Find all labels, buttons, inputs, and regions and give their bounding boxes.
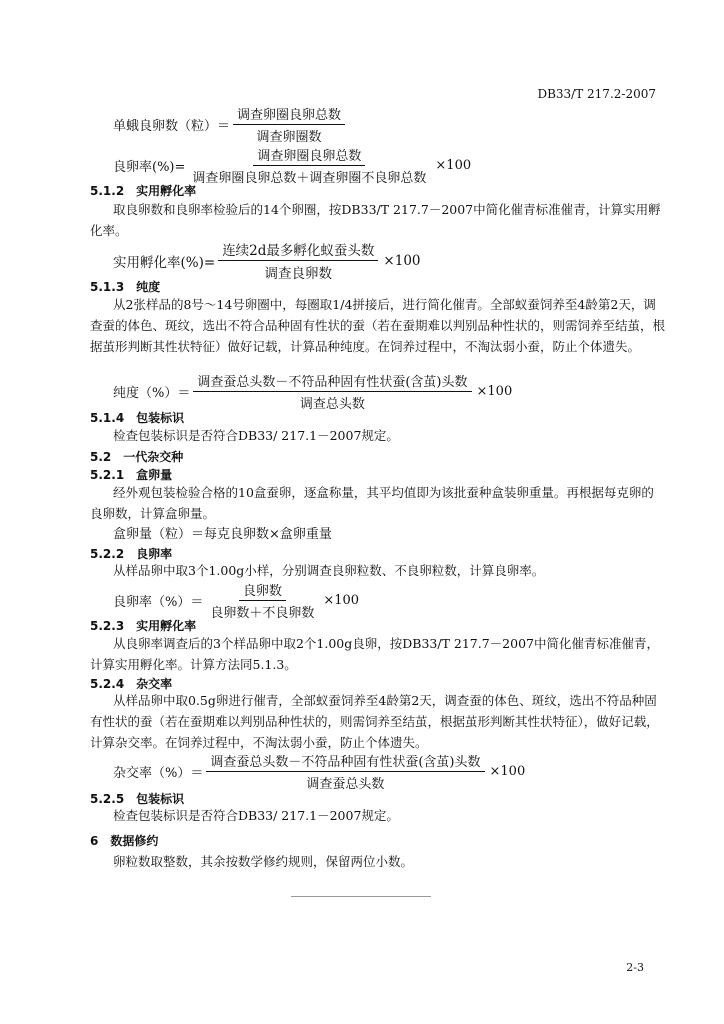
fraction — [206, 751, 484, 792]
section-heading-5-1-3: 5.1.3 纯度 — [90, 280, 161, 294]
numerator: 连续2d最多孵化蚁蚕头数 — [218, 239, 378, 261]
section-text-5-2-1: 经外观包装检验合格的10盒蚕卵，逐盒称量，其平均值即为该批蚕种盒装卵重量。再根据每克卵的良卵数，计算盒卵量。 — [90, 485, 654, 521]
numerator: 调查卵圈良卵总数 — [233, 104, 345, 125]
section-text-5-1-3: 从2张样品的8号～14号卵圈中，每圈取1/4拼接后，进行简化催青。全部蚁蚕饲养至4龄第2天，调查蚕的体色、斑纹，选出不符合品种固有性状的蚕（若在蚕期难以判别品种性状的，则需饲养至结茧，根据茧形判断其性状特征）做好记载，计算品种纯度。在饲养过程中，不淘汰弱小蚕，防止个体遗失。 — [90, 297, 666, 354]
formula-box-egg-count — [113, 523, 332, 542]
formula-purity — [113, 371, 512, 412]
numerator: 调查蚕总头数－不符品种固有性状蚕(含茧)头数 — [193, 371, 471, 392]
section-heading-5-2-4: 5.2.4 杂交率 — [90, 677, 173, 691]
section-heading-5-2-3: 5.2.3 实用孵化率 — [90, 619, 197, 633]
formula-label: 良卵率(%)= — [113, 160, 186, 175]
numerator: 良卵数 — [239, 580, 286, 601]
fraction — [193, 371, 471, 412]
denominator: 调查良卵数 — [264, 266, 333, 282]
multiplier: ×100 — [476, 384, 513, 399]
multiplier: ×100 — [435, 158, 472, 173]
section-text-5-2-5: 检查包装标识是否符合DB33/ 217.1－2007规定。 — [113, 808, 399, 823]
standard-number: DB33/T 217.2-2007 — [537, 87, 656, 101]
numerator: 调查卵圈良卵总数 — [253, 145, 365, 166]
denominator: 调查卵圈数 — [256, 130, 322, 145]
fraction — [188, 145, 430, 186]
section-text-5-1-4: 检查包装标识是否符合DB33/ 217.1－2007规定。 — [113, 428, 399, 443]
formula-text: 盒卵量（粒）＝每克良卵数×盒卵重量 — [113, 527, 332, 542]
formula-practical-hatching-rate — [113, 239, 421, 282]
section-heading-6: 6 数据修约 — [90, 834, 159, 848]
formula-label: 纯度（%）＝ — [113, 386, 191, 401]
formula-label: 杂交率（%）＝ — [113, 766, 204, 781]
denominator: 调查蚕总头数 — [306, 777, 385, 792]
fraction — [218, 239, 378, 282]
end-rule — [291, 896, 431, 897]
section-heading-5-2-1: 5.2.1 盒卵量 — [90, 468, 173, 482]
formula-label: 良卵率（%）＝ — [113, 595, 204, 610]
section-heading-5-2-2: 5.2.2 良卵率 — [90, 547, 173, 561]
section-text-6: 卵粒数取整数，其余按数学修约规则，保留两位小数。 — [113, 854, 414, 869]
section-text-5-1-2: 取良卵数和良卵率检验后的14个卵圈，按DB33/T 217.7－2007中简化催青标准催青，计算实用孵化率。 — [90, 202, 661, 238]
denominator: 良卵数＋不良卵数 — [210, 606, 315, 621]
section-heading-5-2: 5.2 一代杂交种 — [90, 450, 184, 464]
fraction — [206, 580, 318, 621]
multiplier: ×100 — [383, 252, 421, 269]
multiplier: ×100 — [489, 764, 526, 779]
formula-eggs-per-moth — [113, 104, 348, 145]
denominator: 调查总头数 — [299, 397, 365, 412]
section-text-5-2-2: 从样品卵中取3个1.00g小样，分别调查良卵粒数、不良卵粒数，计算良卵率。 — [113, 563, 545, 578]
formula-label: 实用孵化率(%)= — [113, 254, 216, 271]
section-text-5-2-4: 从样品卵中取0.5g卵进行催青，全部蚁蚕饲养至4龄第2天，调查蚕的体色、斑纹，选出不符品种固有性状的蚕（若在蚕期难以判别品种性状的，则需饲养至结茧，根据茧形判断其性状特征），做好记载，计算杂交率。在饲养过程中，不淘汰弱小蚕，防止个体遗失。 — [90, 693, 659, 750]
multiplier: ×100 — [323, 593, 360, 608]
formula-label: 单蛾良卵数（粒）＝ — [113, 119, 231, 134]
fraction — [233, 104, 345, 145]
section-heading-5-1-4: 5.1.4 包装标识 — [90, 411, 185, 425]
numerator: 调查蚕总头数－不符品种固有性状蚕(含茧)头数 — [206, 751, 484, 772]
page-number: 2-3 — [626, 961, 644, 974]
formula-good-egg-rate — [113, 145, 471, 186]
section-heading-5-2-5: 5.2.5 包装标识 — [90, 792, 185, 806]
formula-hybrid-rate — [113, 751, 525, 792]
section-text-5-2-3: 从良卵率调查后的3个样品卵中取2个1.00g良卵，按DB33/T 217.7－2007中简化催青标准催青，计算实用孵化率。计算方法同5.1.3。 — [90, 636, 659, 672]
section-heading-5-1-2: 5.1.2 实用孵化率 — [90, 184, 197, 198]
denominator: 调查卵圈良卵总数＋调查卵圈不良卵总数 — [192, 171, 427, 186]
formula-good-egg-rate-2 — [113, 580, 359, 621]
